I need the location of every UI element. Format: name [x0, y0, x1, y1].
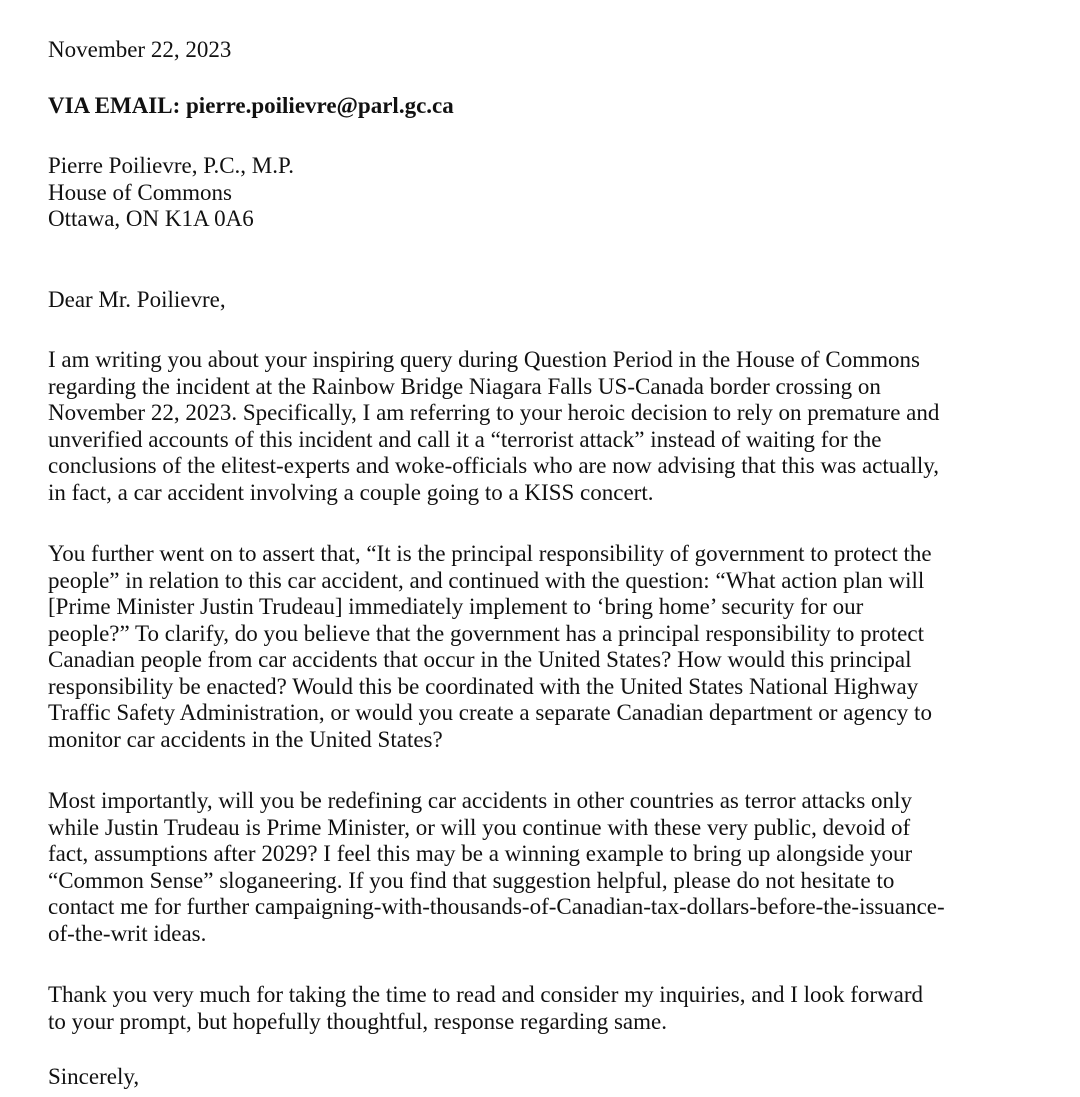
paragraph-3: [48, 788, 945, 947]
paragraph-line: “Common Sense” sloganeering. If you find that suggestion helpful, please do not hesitate to: [48, 867, 895, 893]
paragraph-line: I am writing you about your inspiring query during Question Period in the House of Commons: [48, 347, 920, 372]
recipient-address: [48, 153, 294, 233]
paragraph-line: regarding the incident at the Rainbow Bridge Niagara Falls US-Canada border crossing on: [48, 373, 881, 399]
paragraph-line: people?” To clarify, do you believe that the government has a principal responsibility to protect: [48, 620, 924, 646]
paragraph-line: You further went on to assert that, “It is the principal responsibility of government to protect the: [48, 541, 932, 566]
paragraph-line: responsibility be enacted? Would this be coordinated with the United States National Highway: [48, 673, 919, 699]
paragraph-line: while Justin Trudeau is Prime Minister, or will you continue with these very public, devoid of: [48, 814, 911, 840]
paragraph-line: November 22, 2023. Specifically, I am referring to your heroic decision to rely on premature and: [48, 400, 940, 425]
via-email-text: VIA EMAIL: pierre.poilievre@parl.gc.ca: [48, 93, 454, 118]
paragraph-line: unverified accounts of this incident and call it a “terrorist attack” instead of waiting for the: [48, 426, 882, 452]
paragraph-line: of-the-writ ideas.: [48, 920, 207, 946]
paragraph-line: in fact, a car accident involving a couple going to a KISS concert.: [48, 479, 654, 505]
paragraph-line: contact me for further campaigning-with-thousands-of-Canadian-tax-dollars-before-the-issuance-: [48, 894, 945, 919]
paragraph-line: monitor car accidents in the United States?: [48, 726, 443, 752]
paragraph-line: fact, assumptions after 2029? I feel this may be a winning example to bring up alongside your: [48, 841, 913, 866]
salutation: [48, 287, 226, 314]
salutation-text: Dear Mr. Poilievre,: [48, 287, 226, 312]
paragraph-2: [48, 541, 932, 753]
paragraph-1: [48, 347, 939, 506]
via-email-line: [48, 93, 454, 120]
address-line: Ottawa, ON K1A 0A6: [48, 206, 254, 231]
paragraph-line: Thank you very much for taking the time to read and consider my inquiries, and I look forward: [48, 982, 924, 1007]
letter-date: [48, 37, 231, 64]
paragraph-line: Most importantly, will you be redefining car accidents in other countries as terror attacks only: [48, 788, 912, 813]
address-line: House of Commons: [48, 179, 232, 205]
closing: [48, 1064, 139, 1091]
paragraph-4: [48, 982, 923, 1035]
date-text: November 22, 2023: [48, 37, 232, 62]
paragraph-line: people” in relation to this car accident, and continued with the question: “What action plan will: [48, 567, 925, 593]
closing-text: Sincerely,: [48, 1064, 140, 1089]
address-line: Pierre Poilievre, P.C., M.P.: [48, 153, 294, 178]
paragraph-line: Traffic Safety Administration, or would you create a separate Canadian department or agency to: [48, 700, 932, 725]
paragraph-line: conclusions of the elitest-experts and woke-officials who are now advising that this was actually,: [48, 453, 940, 478]
paragraph-line: to your prompt, but hopefully thoughtful, response regarding same.: [48, 1008, 667, 1034]
paragraph-line: [Prime Minister Justin Trudeau] immediately implement to ‘bring home’ security for our: [48, 594, 864, 619]
paragraph-line: Canadian people from car accidents that occur in the United States? How would this principal: [48, 647, 912, 672]
